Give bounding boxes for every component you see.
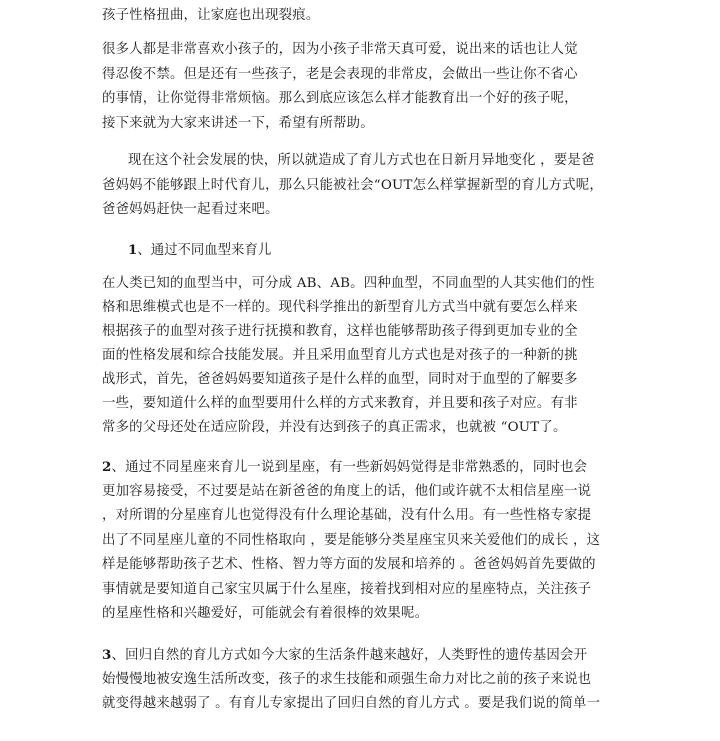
text-line: 孩子性格扭曲，让家庭也出现裂痕。 [102,8,320,23]
text-line: ，对所谓的分星座育儿也觉得没有什么理论基础，没有什么用。有一些性格专家提 [102,508,592,523]
item-number: 2 [102,459,112,475]
paragraph-3 [102,272,612,440]
text-line: 面的性格发展和综合技能发展。并且采用血型育儿方式也是对孩子的一种新的挑 [102,348,578,363]
section-heading-1 [128,238,271,263]
text-line: 的星座性格和兴趣爱好，可能就会有着很棒的效果呢。 [102,606,429,621]
text-line: 爸妈妈不能够跟上时代育儿，那么只能被社会“OUT怎么样掌握新型的育儿方式呢， [102,177,603,193]
paragraph-2 [102,149,612,223]
paragraph-4 [102,455,612,627]
paragraph-5 [102,643,612,717]
text-line: 更加容易接受，不过要是站在新爸爸的角度上的话，他们或许就不太相信星座一说 [102,483,592,499]
text-line: 出了不同星座儿童的不同性格取向 ，要是能够分类星座宝贝来关爱他们的成长 ，这 [102,532,601,548]
text-line: 很多人都是非常喜欢小孩子的，因为小孩子非常天真可爱，说出来的话也让人觉 [102,42,578,57]
text-line: 接下来就为大家来讲述一下，希望有所帮助。 [102,115,374,131]
text-line [102,455,612,480]
text-line: 的事情，让你觉得非常烦恼。那么到底应该怎么样才能教育出一个好的孩子呢， [102,91,578,106]
text-line: 根据孩子的血型对孩子进行抚摸和教育，这样也能够帮助孩子得到更加专业的全 [102,324,578,339]
text-line: 就变得越来越弱了 。有育儿专家提出了回归自然的育儿方式 。要是我们说的简单一 [102,696,601,711]
text-line: 爸爸妈妈赶快一起看过来吧。 [102,202,279,217]
text-line: 事情就是要知道自己家宝贝属于什么星座，接着找到相对应的星座特点，关注孩子 [102,581,592,597]
paragraph-1 [102,38,612,136]
text-line: 在人类已知的血型当中，可分成 AB、AB。四种血型，不同血型的人其实他们的性 [102,276,595,291]
text-line [102,643,612,668]
text-line: 得忍俊不禁。但是还有一些孩子，老是会表现的非常皮，会做出一些让你不省心 [102,66,578,82]
item-number: 3 [102,647,112,663]
item-first-line: 、通过不同星座来育儿一说到星座，有一些新妈妈觉得是非常熟悉的，同时也会 [111,460,588,475]
text-line: 现在这个社会发展的快，所以就造成了育儿方式也在日新月异地变化 ，要是爸 [128,153,595,168]
heading-number: 1 [128,242,138,258]
text-line: 始慢慢地被安逸生活所改变，孩子的求生技能和顽强生命力对比之前的孩子来说也 [102,671,592,687]
text-line: 样是能够帮助孩子艺术、性格、智力等方面的发展和培养的 。爸爸妈妈首先要做的 [102,557,596,572]
text-line: 战形式，首先，爸爸妈妈要知道孩子是什么样的血型，同时对于血型的了解要多 [102,372,578,387]
text-line: 一些，要知道什么样的血型要用什么样的方式来教育，并且要和孩子对应。有非 [102,396,578,411]
text-line: 格和思维模式也是不一样的。现代科学推出的新型育儿方式当中就有要怎么样来 [102,300,578,315]
item-first-line: 、回归自然的育儿方式如今大家的生活条件越来越好，人类野性的遗传基因会开 [111,648,588,663]
heading-text: 、通过不同血型来育儿 [137,243,272,258]
paragraph-intro-tail [102,4,612,29]
text-line: 常多的父母还处在适应阶段，并没有达到孩子的真正需求，也就被 “OUT了。 [102,420,567,435]
